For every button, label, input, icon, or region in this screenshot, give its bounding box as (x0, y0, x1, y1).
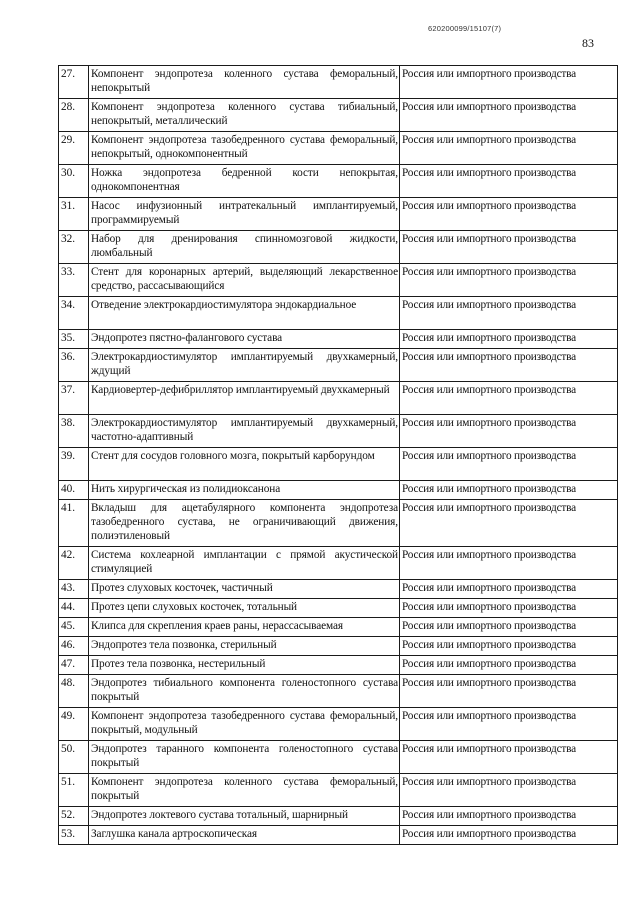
row-number: 42. (59, 547, 89, 580)
document-id: 620200099/15107(7) (428, 24, 502, 33)
item-origin: Россия или импортного производства (400, 826, 618, 845)
item-origin: Россия или импортного производства (400, 675, 618, 708)
table-row (59, 580, 618, 599)
item-origin: Россия или импортного производства (400, 415, 618, 448)
row-number: 35. (59, 330, 89, 349)
table-row (59, 547, 618, 580)
table-row (59, 708, 618, 741)
item-name: Система кохлеарной имплантации с прямой акустической стимуляцией (89, 547, 400, 580)
row-number: 53. (59, 826, 89, 845)
item-name: Кардиовертер-дефибриллятор имплантируемый двухкамерный (89, 382, 400, 415)
item-name: Насос инфузионный интратекальный имплантируемый, программируемый (89, 198, 400, 231)
table-row (59, 165, 618, 198)
item-origin: Россия или импортного производства (400, 708, 618, 741)
row-number: 40. (59, 481, 89, 500)
table-row (59, 741, 618, 774)
row-number: 34. (59, 297, 89, 330)
row-number: 38. (59, 415, 89, 448)
item-name: Эндопротез пястно-фалангового сустава (89, 330, 400, 349)
item-origin: Россия или импортного производства (400, 656, 618, 675)
item-origin: Россия или импортного производства (400, 382, 618, 415)
item-origin: Россия или импортного производства (400, 547, 618, 580)
item-name: Набор для дренирования спинномозговой жидкости, люмбальный (89, 231, 400, 264)
table-row (59, 481, 618, 500)
item-origin: Россия или импортного производства (400, 500, 618, 547)
row-number: 49. (59, 708, 89, 741)
table-row (59, 330, 618, 349)
item-name: Протез слуховых косточек, частичный (89, 580, 400, 599)
row-number: 37. (59, 382, 89, 415)
table-row (59, 675, 618, 708)
table-row (59, 637, 618, 656)
row-number: 41. (59, 500, 89, 547)
item-name: Отведение электрокардиостимулятора эндокардиальное (89, 297, 400, 330)
item-origin: Россия или импортного производства (400, 599, 618, 618)
item-name: Стент для сосудов головного мозга, покрытый карборундом (89, 448, 400, 481)
row-number: 29. (59, 132, 89, 165)
row-number: 31. (59, 198, 89, 231)
row-number: 39. (59, 448, 89, 481)
item-name: Компонент эндопротеза коленного сустава феморальный, покрытый (89, 774, 400, 807)
page-number: 83 (582, 36, 594, 50)
row-number: 50. (59, 741, 89, 774)
item-name: Электрокардиостимулятор имплантируемый двухкамерный, частотно-адаптивный (89, 415, 400, 448)
item-origin: Россия или импортного производства (400, 481, 618, 500)
row-number: 28. (59, 99, 89, 132)
table-row (59, 231, 618, 264)
item-name: Компонент эндопротеза коленного сустава тибиальный, непокрытый, металлический (89, 99, 400, 132)
item-origin: Россия или импортного производства (400, 297, 618, 330)
item-name: Эндопротез локтевого сустава тотальный, шарнирный (89, 807, 400, 826)
item-origin: Россия или импортного производства (400, 330, 618, 349)
item-origin: Россия или импортного производства (400, 264, 618, 297)
item-name: Компонент эндопротеза тазобедренного сустава феморальный, покрытый, модульный (89, 708, 400, 741)
item-name: Эндопротез тибиального компонента голеностопного сустава покрытый (89, 675, 400, 708)
item-origin: Россия или импортного производства (400, 132, 618, 165)
item-origin: Россия или импортного производства (400, 448, 618, 481)
row-number: 32. (59, 231, 89, 264)
item-origin: Россия или импортного производства (400, 99, 618, 132)
row-number: 52. (59, 807, 89, 826)
item-name: Стент для коронарных артерий, выделяющий лекарственное средство, рассасывающийся (89, 264, 400, 297)
item-name: Протез тела позвонка, нестерильный (89, 656, 400, 675)
item-name: Ножка эндопротеза бедренной кости непокрытая, однокомпонентная (89, 165, 400, 198)
item-origin: Россия или импортного производства (400, 198, 618, 231)
table-row (59, 807, 618, 826)
table-row (59, 618, 618, 637)
item-name: Нить хирургическая из полидиоксанона (89, 481, 400, 500)
item-name: Электрокардиостимулятор имплантируемый двухкамерный, ждущий (89, 349, 400, 382)
medical-items-table (58, 65, 618, 845)
table-row (59, 774, 618, 807)
item-name: Заглушка канала артроскопическая (89, 826, 400, 845)
row-number: 45. (59, 618, 89, 637)
item-origin: Россия или импортного производства (400, 741, 618, 774)
row-number: 47. (59, 656, 89, 675)
table-row (59, 132, 618, 165)
item-name: Эндопротез таранного компонента голеностопного сустава покрытый (89, 741, 400, 774)
table-row (59, 99, 618, 132)
row-number: 46. (59, 637, 89, 656)
table-row (59, 297, 618, 330)
table-row (59, 66, 618, 99)
table-row (59, 349, 618, 382)
item-name: Компонент эндопротеза тазобедренного сустава феморальный, непокрытый, однокомпонентный (89, 132, 400, 165)
row-number: 27. (59, 66, 89, 99)
table-row (59, 500, 618, 547)
item-origin: Россия или импортного производства (400, 165, 618, 198)
item-name: Эндопротез тела позвонка, стерильный (89, 637, 400, 656)
row-number: 36. (59, 349, 89, 382)
table-row (59, 448, 618, 481)
item-origin: Россия или импортного производства (400, 231, 618, 264)
table-row (59, 415, 618, 448)
row-number: 48. (59, 675, 89, 708)
item-origin: Россия или импортного производства (400, 66, 618, 99)
table-row (59, 599, 618, 618)
item-name: Протез цепи слуховых косточек, тотальный (89, 599, 400, 618)
item-origin: Россия или импортного производства (400, 807, 618, 826)
item-origin: Россия или импортного производства (400, 637, 618, 656)
item-origin: Россия или импортного производства (400, 349, 618, 382)
table-row (59, 826, 618, 845)
table-row (59, 198, 618, 231)
item-origin: Россия или импортного производства (400, 774, 618, 807)
row-number: 44. (59, 599, 89, 618)
item-name: Вкладыш для ацетабулярного компонента эндопротеза тазобедренного сустава, не ограничивающий движения, полиэтиленовый (89, 500, 400, 547)
table-body (59, 66, 618, 845)
row-number: 33. (59, 264, 89, 297)
row-number: 51. (59, 774, 89, 807)
table-row (59, 264, 618, 297)
item-origin: Россия или импортного производства (400, 618, 618, 637)
item-origin: Россия или импортного производства (400, 580, 618, 599)
table-row (59, 382, 618, 415)
row-number: 30. (59, 165, 89, 198)
item-name: Компонент эндопротеза коленного сустава феморальный, непокрытый (89, 66, 400, 99)
row-number: 43. (59, 580, 89, 599)
table-row (59, 656, 618, 675)
item-name: Клипса для скрепления краев раны, нерассасываемая (89, 618, 400, 637)
